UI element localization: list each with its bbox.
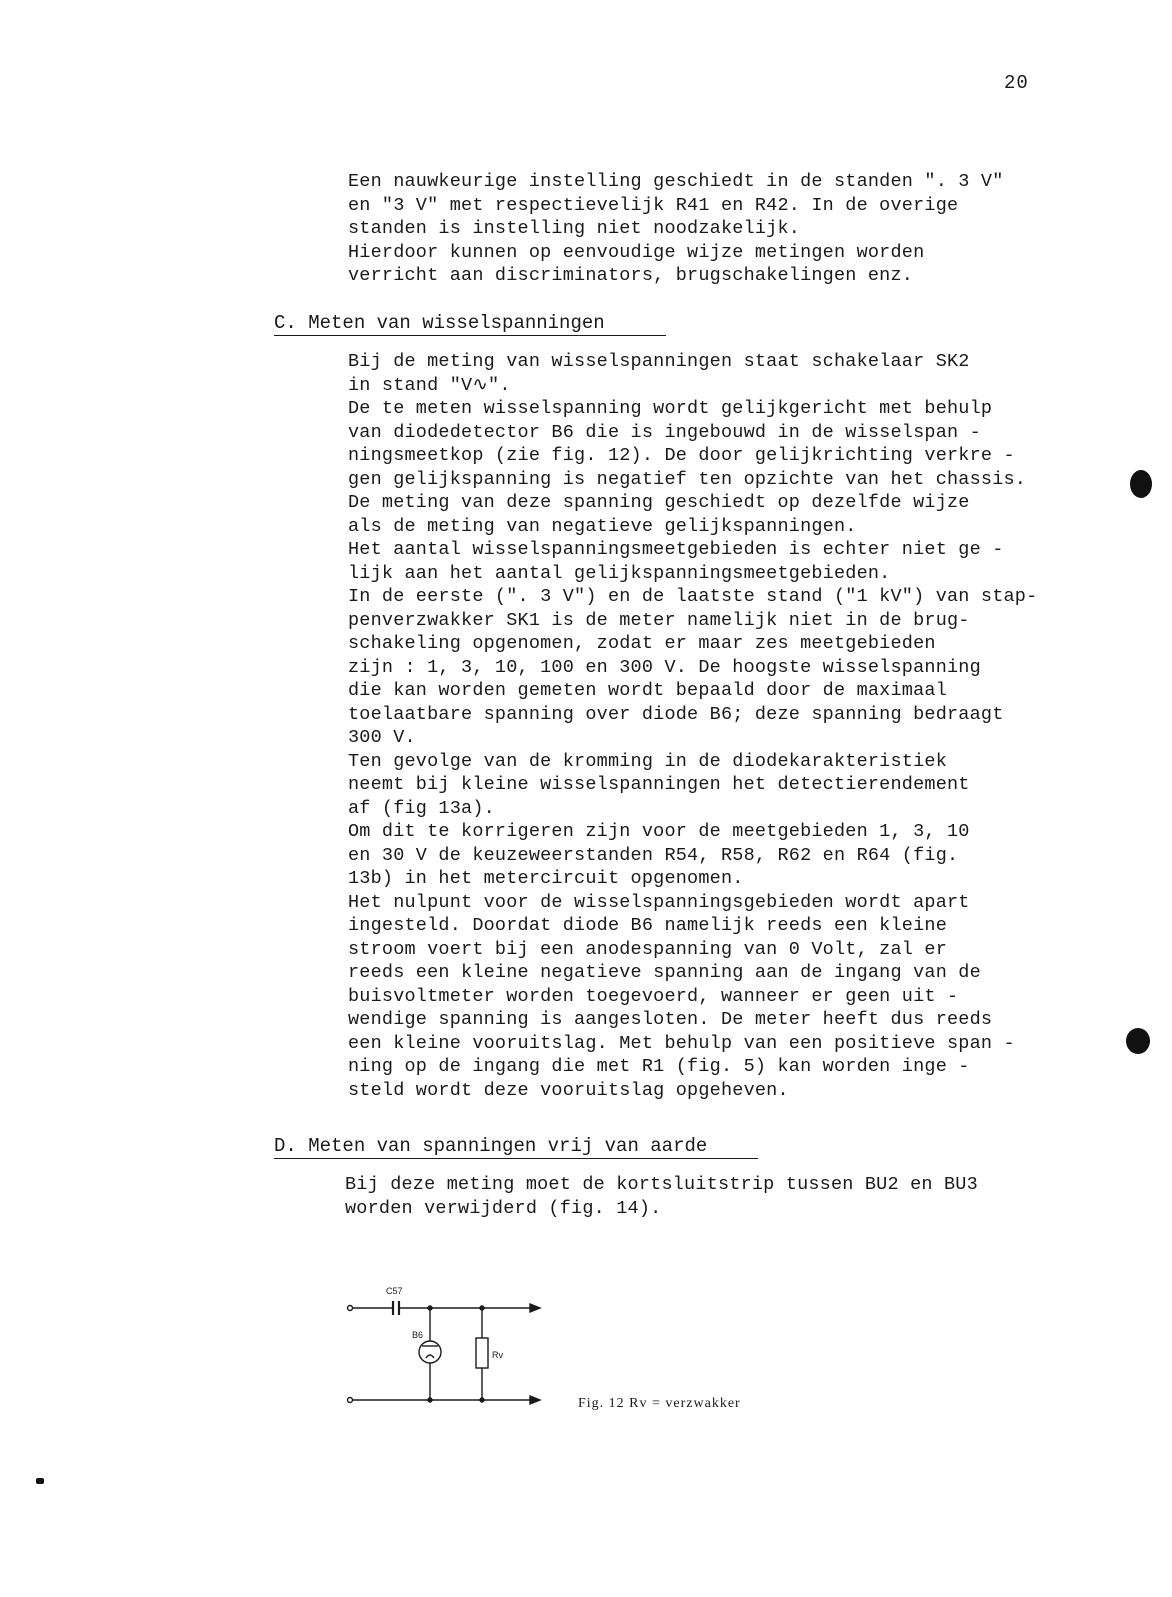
text-line: toelaatbare spanning over diode B6; deze spanning bedraagt: [348, 703, 1004, 725]
text-line: schakeling opgenomen, zodat er maar zes meetgebieden: [348, 633, 936, 654]
text-line: Een nauwkeurige instelling geschiedt in de standen ". 3 V": [348, 171, 1004, 192]
text-line: wendige spanning is aangesloten. De meter heeft dus reeds: [348, 1009, 993, 1030]
resistor-icon: [476, 1338, 488, 1368]
page-number: 20: [1004, 72, 1029, 94]
text-line: worden verwijderd (fig. 14).: [345, 1197, 662, 1219]
output-arrow-icon: [530, 1304, 540, 1312]
text-line: van diodedetector B6 die is ingebouwd in de wisselspan -: [348, 421, 981, 443]
text-line: 13b) in het metercircuit opgenomen.: [348, 868, 744, 889]
text-line: 300 V.: [348, 727, 416, 748]
text-line: ning op de ingang die met R1 (fig. 5) kan worden inge -: [348, 1056, 970, 1077]
diode-cathode: [426, 1355, 434, 1358]
figure-caption: Fig. 12 Rv = verzwakker: [578, 1396, 741, 1411]
scan-punch-hole-mark: [1126, 1028, 1150, 1054]
section-d-body: [345, 1173, 978, 1220]
text-line: In de eerste (". 3 V") en de laatste stand ("1 kV") van stap-: [348, 586, 1038, 607]
text-line: Bij de meting van wisselspanningen staat schakelaar SK2: [348, 351, 970, 372]
section-c-heading: C. Meten van wisselspanningen: [274, 312, 666, 336]
text-line: Ten gevolge van de kromming in de diodekarakteristiek: [348, 750, 947, 772]
text-line: gen gelijkspanning is negatief ten opzichte van het chassis.: [348, 468, 1027, 490]
text-line: stroom voert bij een anodespanning van 0 Volt, zal er: [348, 938, 947, 960]
diode-label: B6: [412, 1330, 424, 1340]
capacitor-label: C57: [386, 1286, 403, 1296]
output-arrow-icon: [530, 1396, 540, 1404]
text-line: buisvoltmeter worden toegevoerd, wanneer er geen uit -: [348, 985, 959, 1007]
text-line: die kan worden gemeten wordt bepaald door de maximaal: [348, 680, 947, 701]
circuit-diagram: [340, 1282, 560, 1432]
text-line: Hierdoor kunnen op eenvoudige wijze metingen worden: [348, 241, 925, 263]
junction-dot: [428, 1398, 432, 1402]
text-line: De meting van deze spanning geschiedt op dezelfde wijze: [348, 492, 970, 513]
junction-dot: [480, 1398, 484, 1402]
text-line: neemt bij kleine wisselspanningen het detectierendement: [348, 774, 970, 795]
text-line: standen is instelling niet noodzakelijk.: [348, 218, 801, 239]
intro-paragraph: [348, 170, 1004, 288]
text-line: Het nulpunt voor de wisselspanningsgebieden wordt apart: [348, 891, 970, 913]
text-line: in stand "V∿".: [348, 374, 511, 396]
text-line: als de meting van negatieve gelijkspanningen.: [348, 515, 857, 537]
text-line: Bij deze meting moet de kortsluitstrip tussen BU2 en BU3: [345, 1174, 978, 1195]
text-line: ningsmeetkop (zie fig. 12). De door gelijkrichting verkre -: [348, 445, 1015, 466]
text-line: een kleine vooruitslag. Met behulp van een positieve span -: [348, 1032, 1015, 1054]
resistor-label: Rv: [492, 1350, 503, 1360]
scan-speck-mark: [36, 1478, 44, 1484]
scan-punch-hole-mark: [1130, 470, 1152, 498]
section-d-heading: D. Meten van spanningen vrij van aarde: [274, 1135, 758, 1159]
text-line: zijn : 1, 3, 10, 100 en 300 V. De hoogste wisselspanning: [348, 656, 981, 678]
text-line: Om dit te korrigeren zijn voor de meetgebieden 1, 3, 10: [348, 821, 970, 842]
input-terminal-top: [348, 1306, 353, 1311]
section-c-body: [348, 350, 1037, 1102]
text-line: lijk aan het aantal gelijkspanningsmeetgebieden.: [348, 562, 891, 584]
text-line: reeds een kleine negatieve spanning aan de ingang van de: [348, 962, 981, 983]
text-line: en "3 V" met respectievelijk R41 en R42. In de overige: [348, 194, 959, 216]
input-terminal-bottom: [348, 1398, 353, 1403]
diode-tube-icon: [419, 1341, 441, 1363]
text-line: steld wordt deze vooruitslag opgeheven.: [348, 1079, 789, 1101]
text-line: en 30 V de keuzeweerstanden R54, R58, R62 en R64 (fig.: [348, 844, 959, 866]
text-line: af (fig 13a).: [348, 797, 495, 819]
text-line: ingesteld. Doordat diode B6 namelijk reeds een kleine: [348, 915, 947, 936]
text-line: Het aantal wisselspanningsmeetgebieden is echter niet ge -: [348, 539, 1004, 560]
text-line: De te meten wisselspanning wordt gelijkgericht met behulp: [348, 398, 993, 419]
text-line: verricht aan discriminators, brugschakelingen enz.: [348, 265, 914, 286]
text-line: penverzwakker SK1 is de meter namelijk niet in de brug-: [348, 609, 970, 631]
